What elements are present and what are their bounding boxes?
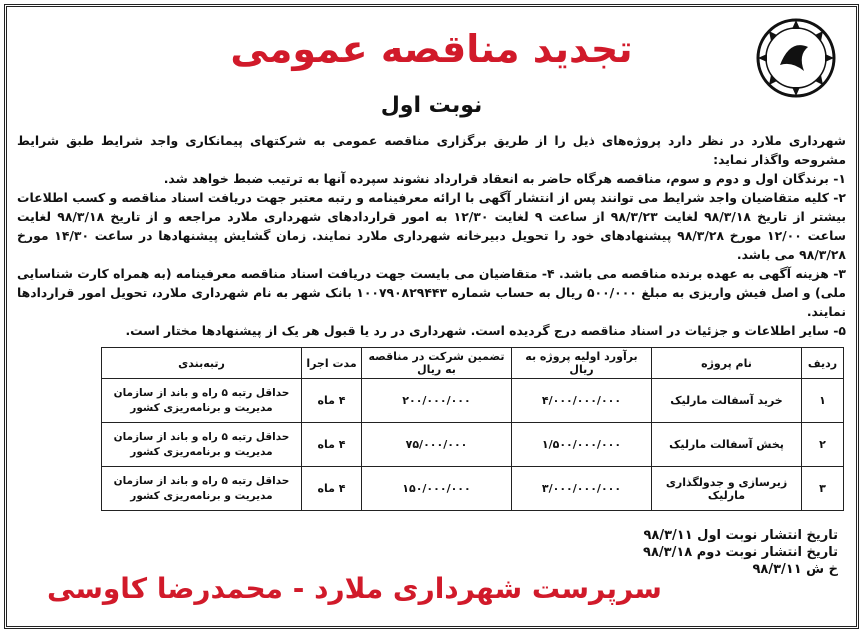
header-duration: مدت اجرا	[302, 348, 362, 379]
cell-project-name: پخش آسفالت مارلیک	[652, 423, 802, 467]
condition-1: ۱- برندگان اول و دوم و سوم، مناقصه هرگاه حاضر به انعقاد قرارداد نشوند سپرده آنها به ترتیب ضبط خواهد شد.	[163, 171, 846, 186]
header-project-name: نام پروژه	[652, 348, 802, 379]
table-row	[102, 423, 844, 467]
cell-row-number: ۱	[802, 379, 844, 423]
header-row-number: ردیف	[802, 348, 844, 379]
cell-row-number: ۳	[802, 467, 844, 511]
table-header-row	[102, 348, 844, 379]
reference-code: خ ش ۹۸/۳/۱۱	[752, 562, 838, 577]
condition-3-4: ۳- هزینه آگهی به عهده برنده مناقصه می باشد. ۴- متقاضیان می بایست جهت دریافت اسناد مناقصه معرفینامه (به همراه کارت شناسایی ملی) و اصل فیش واریزی به مبلغ ۵۰۰/۰۰۰ ریال به حساب شماره ۱۰۰۷۹۰۸۲۹۴۴۳ بانک شهر به نام شهرداری ملارد، تحویل امور قراردادها نمایند.	[17, 266, 846, 319]
cell-duration: ۴ ماه	[302, 467, 362, 511]
cell-rank: حداقل رتبه ۵ راه و باند از سازمان مدیریت و برنامه‌ریزی کشور	[102, 379, 302, 423]
page-title: تجدید مناقصه عمومی	[230, 27, 633, 71]
condition-2: ۲- کلیه متقاضیان واجد شرایط می توانند پس از انتشار آگهی با ارائه معرفینامه و رتبه معتبر جهت دریافت اسناد مناقصه و کسب اطلاعات بیشتر از تاریخ ۹۸/۳/۱۸ لغایت ۹۸/۳/۲۳ از ساعت ۹ لغایت ۱۲/۳۰ به امور قراردادهای شهرداری ملارد مراجعه و از تاریخ ۹۸/۳/۱۸ لغایت ساعت ۱۲/۰۰ مورخ ۹۸/۳/۲۸ پیشنهادهای خود را تحویل دبیرخانه شهرداری ملارد نمایند. زمان گشایش پیشنهادها در ساعت ۱۴/۳۰ مورخ ۹۸/۳/۲۸ می باشد.	[17, 190, 847, 262]
signature-line: سرپرست شهرداری ملارد - محمدرضا کاوسی	[47, 572, 662, 605]
cell-estimate: ۳/۰۰۰/۰۰۰/۰۰۰	[512, 467, 652, 511]
second-publication-date: تاریخ انتشار نوبت دوم ۹۸/۳/۱۸	[643, 545, 838, 560]
advertisement-frame	[4, 4, 859, 629]
cell-rank: حداقل رتبه ۵ راه و باند از سازمان مدیریت و برنامه‌ریزی کشور	[102, 467, 302, 511]
header-guarantee: تضمین شرکت در مناقصه به ریال	[362, 348, 512, 379]
cell-duration: ۴ ماه	[302, 379, 362, 423]
first-publication-date: تاریخ انتشار نوبت اول ۹۸/۳/۱۱	[643, 528, 838, 543]
intro-paragraph: شهرداری ملارد در نظر دارد پروژه‌های ذیل را از طریق برگزاری مناقصه عمومی به شرکتهای پیمانکاری واجد شرایط طبق شرایط مشروحه واگذار نماید:	[17, 133, 846, 167]
table-row	[102, 467, 844, 511]
header-estimate: برآورد اولیه پروژه به ریال	[512, 348, 652, 379]
header-rank: رتبه‌بندی	[102, 348, 302, 379]
cell-row-number: ۲	[802, 423, 844, 467]
cell-guarantee: ۱۵۰/۰۰۰/۰۰۰	[362, 467, 512, 511]
conditions-text	[17, 131, 846, 340]
condition-5: ۵- سایر اطلاعات و جزئیات در اسناد مناقصه درج گردیده است. شهرداری در رد یا قبول هر یک از پیشنهادها مختار است.	[125, 323, 846, 338]
page-subtitle: نوبت اول	[380, 93, 483, 118]
cell-duration: ۴ ماه	[302, 423, 362, 467]
cell-project-name: زیرسازی و جدولگذاری مارلیک	[652, 467, 802, 511]
cell-estimate: ۱/۵۰۰/۰۰۰/۰۰۰	[512, 423, 652, 467]
cell-rank: حداقل رتبه ۵ راه و باند از سازمان مدیریت و برنامه‌ریزی کشور	[102, 423, 302, 467]
table-row	[102, 379, 844, 423]
publication-dates	[643, 527, 838, 578]
cell-guarantee: ۲۰۰/۰۰۰/۰۰۰	[362, 379, 512, 423]
cell-project-name: خرید آسفالت مارلیک	[652, 379, 802, 423]
cell-estimate: ۴/۰۰۰/۰۰۰/۰۰۰	[512, 379, 652, 423]
projects-table	[101, 347, 844, 511]
cell-guarantee: ۷۵/۰۰۰/۰۰۰	[362, 423, 512, 467]
